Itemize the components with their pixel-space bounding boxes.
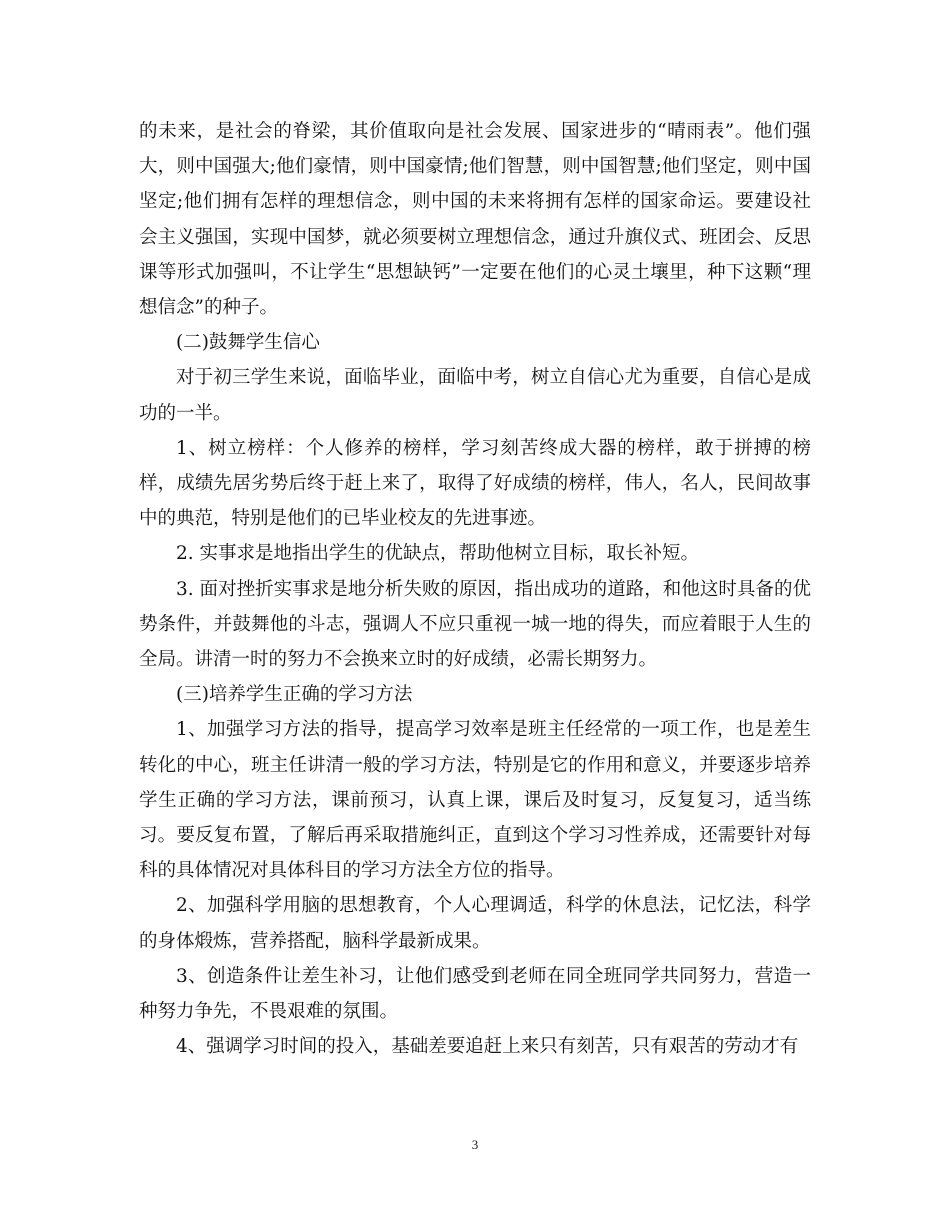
list-item-method-guidance: 1、加强学习方法的指导，提高学习效率是班主任经常的一项工作，也是差生转化的中心，班主任讲清一般的学习方法，特别是它的作用和意义，并要逐步培养学生正确的学习方法，课前预习，认真上课，课后及时复习，反复复习，适当练习。要反复布置，了解后再采取措施纠正，直到这个学习习性养成，还需要针对每科的具体情况对具体科目的学习方法全方位的指导。 (139, 719, 811, 882)
section-heading-encourage-confidence: (二)鼓舞学生信心 (176, 332, 320, 354)
list-item-scientific-brain-use: 2、加强科学用脑的思想教育，个人心理调适，科学的休息法，记忆法，科学的身体煅炼，营养搭配，脑科学最新成果。 (139, 895, 811, 952)
list-item-tutoring: 3、创造条件让差生补习，让他们感受到老师在同全班同学共同努力，营造一种努力争先，不畏艰难的氛围。 (139, 965, 811, 1023)
page-number: 3 (471, 1137, 479, 1152)
body-text (139, 114, 811, 1064)
paragraph-continuation: 的未来，是社会的脊梁，其价值取向是社会发展、国家进步的“晴雨表”。他们强大，则中国强大;他们豪情，则中国豪情;他们智慧，则中国智慧;他们坚定，则中国坚定;他们拥有怎样的理想信念，则中国的未来将拥有怎样的国家命运。要建设社会主义强国，实现中国梦，就必须要树立理想信念，通过升旗仪式、班团会、反思课等形式加强叫，不让学生“思想缺钙”一定要在他们的心灵土壤里，种下这颗“理想信念”的种子。 (139, 121, 811, 319)
list-item-point-out-strengths: 2. 实事求是地指出学生的优缺点，帮助他树立目标，取长补短。 (176, 543, 700, 565)
paragraph-confidence-intro: 对于初三学生来说，面临毕业，面临中考，树立自信心尤为重要，自信心是成功的一半。 (139, 367, 811, 424)
list-item-study-time: 4、强调学习时间的投入，基础差要追赶上来只有刻苦，只有艰苦的劳动才有 (176, 1036, 799, 1058)
list-item-face-setbacks: 3. 面对挫折实事求是地分析失败的原因，指出成功的道路，和他这时具备的优势条件，并鼓舞他的斗志，强调人不应只重视一城一地的得失，而应着眼于人生的全局。讲清一时的努力不会换来立时的好成绩，必需长期努力。 (139, 578, 811, 671)
section-heading-study-methods: (三)培养学生正确的学习方法 (176, 684, 413, 706)
list-item-set-examples: 1、树立榜样：个人修养的榜样，学习刻苦终成大器的榜样，敢于拼搏的榜样，成绩先居劣势后终于赶上来了，取得了好成绩的榜样，伟人，名人，民间故事中的典范，特别是他们的已毕业校友的先进事迹。 (139, 437, 811, 530)
